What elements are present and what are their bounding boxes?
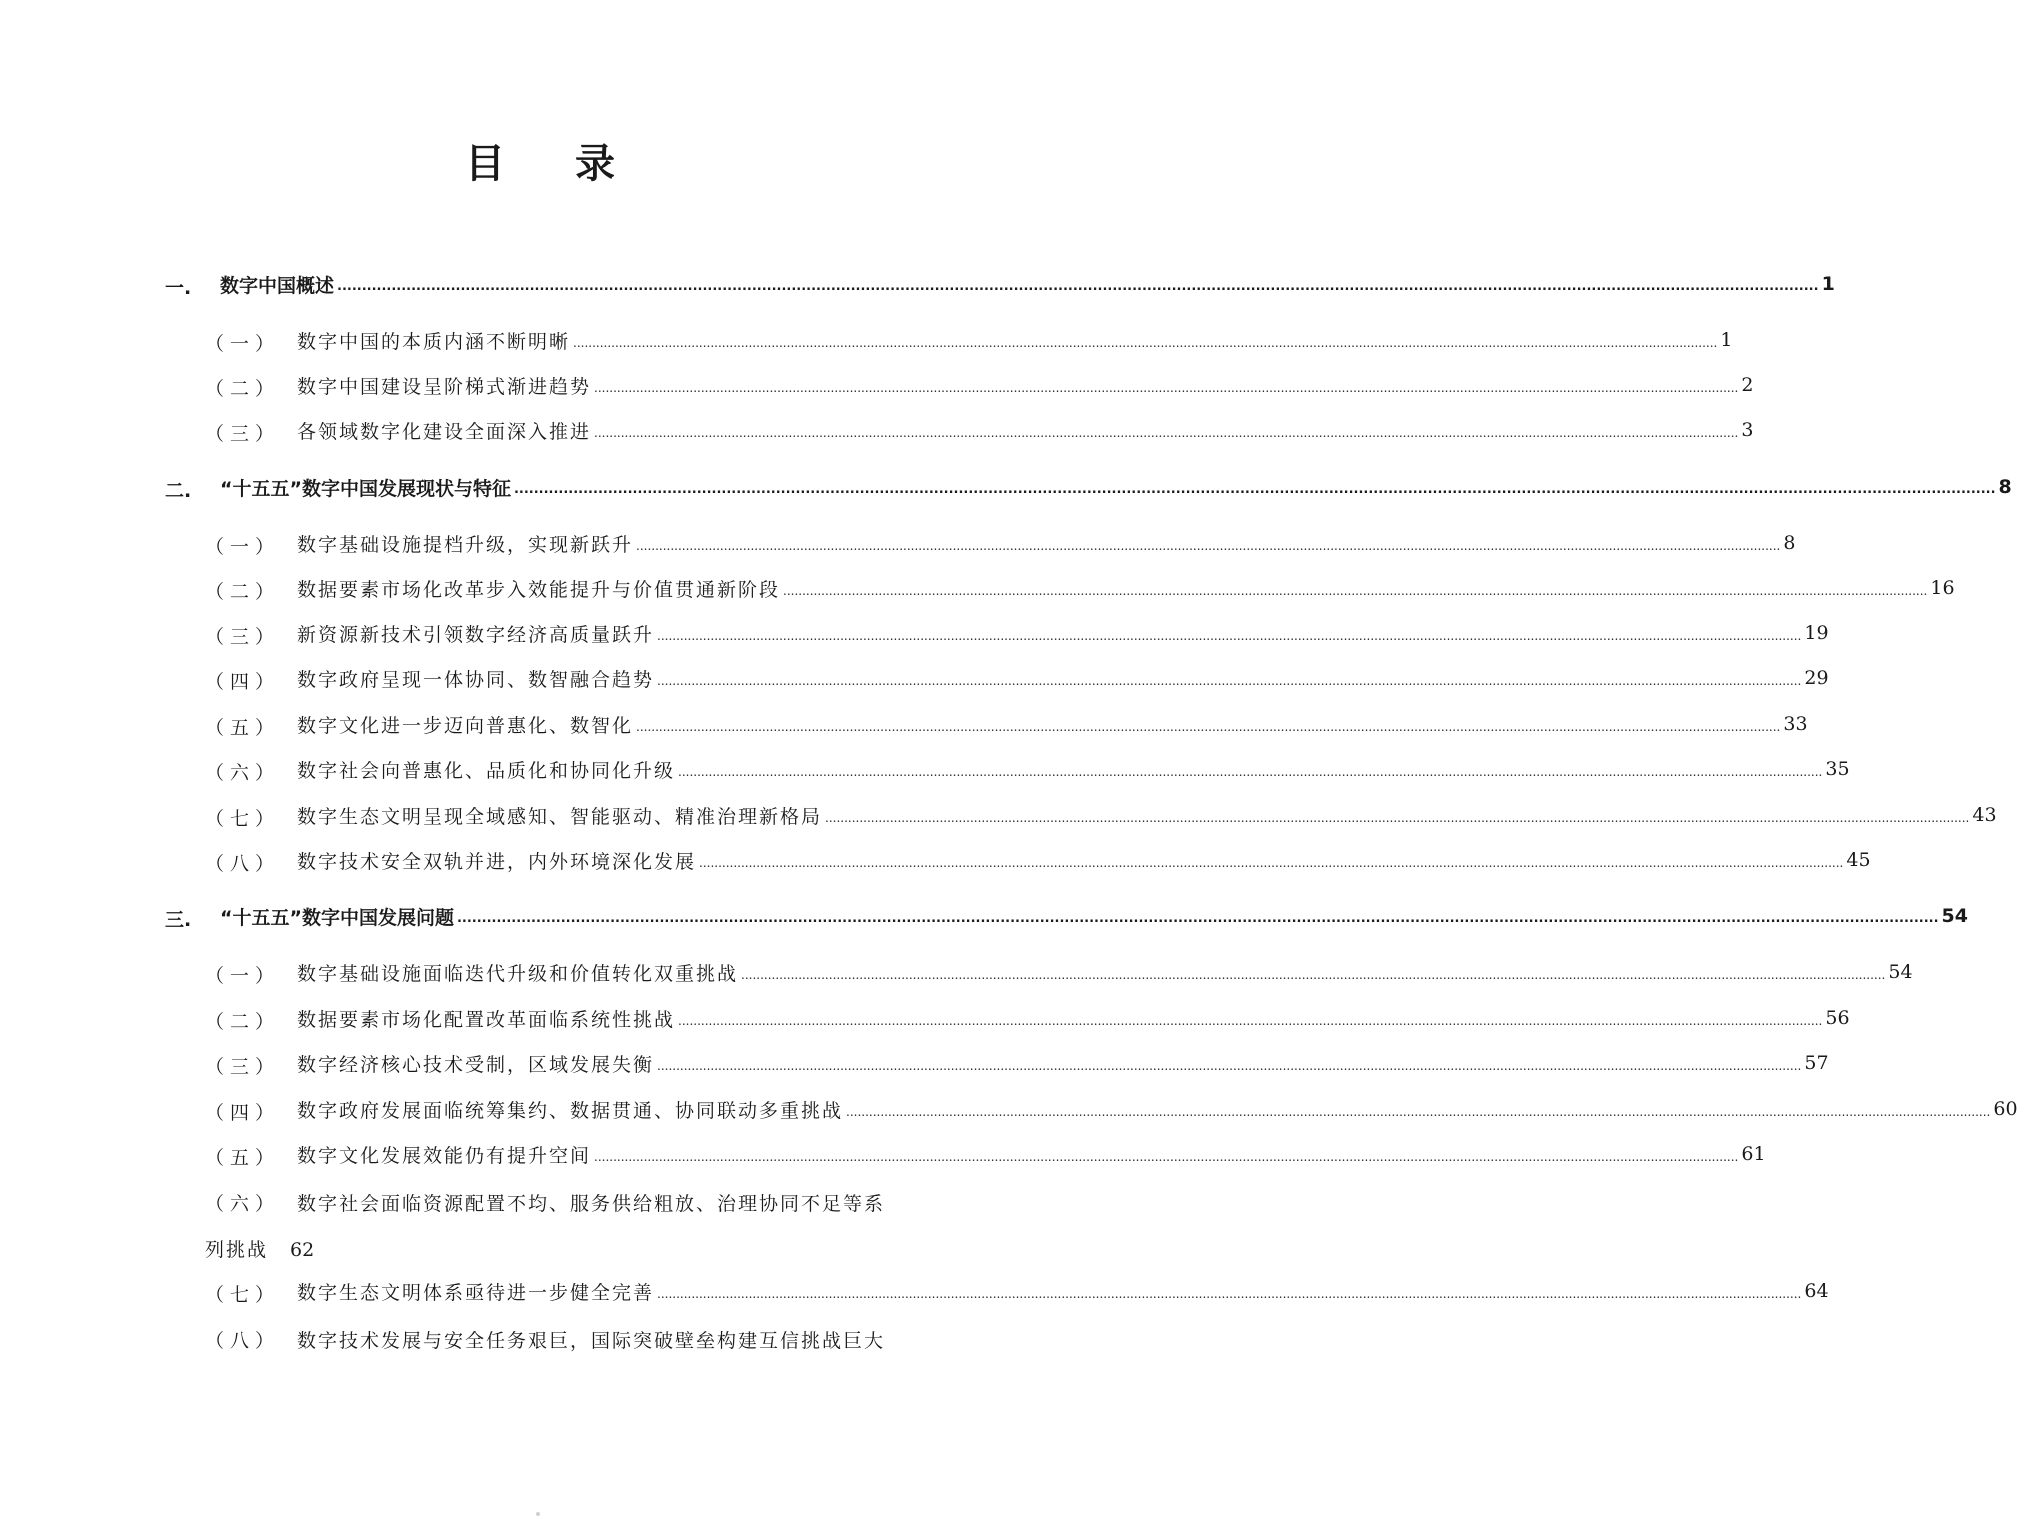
item-label: 数字技术发展与安全任务艰巨，国际突破壁垒构建互信挑战巨大 <box>297 1330 886 1352</box>
dot-leader: ............................................................................................................................................................................................................................................................................................................ <box>573 336 1718 350</box>
page-footer-dot <box>536 1512 540 1516</box>
toc-item[interactable] <box>0 365 1754 405</box>
item-number: （一） <box>205 536 281 558</box>
page-number: 1 <box>1821 273 1835 295</box>
section-number: 二. <box>165 480 192 502</box>
item-number: （五） <box>205 717 281 739</box>
item-number: （五） <box>205 1147 281 1169</box>
dot-leader: ............................................................................................................................................................................................................................................................................................................ <box>636 720 1781 734</box>
item-label: 数字基础设施面临迭代升级和价值转化双重挑战 <box>297 962 739 985</box>
toc-item[interactable] <box>0 568 1955 608</box>
page-number: 43 <box>1972 804 1997 826</box>
page-number: 54 <box>1941 905 1968 927</box>
item-number: （八） <box>205 1330 281 1352</box>
item-label: 新资源新技术引领数字经济高质量跃升 <box>297 623 655 646</box>
item-number: （三） <box>205 1056 281 1078</box>
section-label: “十五五”数字中国发展现状与特征 <box>220 477 511 500</box>
page-number: 57 <box>1804 1052 1829 1074</box>
item-number: （二） <box>205 581 281 603</box>
page-number: 56 <box>1825 1007 1850 1029</box>
section-number: 一. <box>165 277 192 299</box>
page-number: 54 <box>1888 961 1913 983</box>
item-number: （四） <box>205 671 281 693</box>
page-number: 3 <box>1741 419 1754 441</box>
item-label: 各领域数字化建设全面深入推进 <box>297 420 592 443</box>
dot-leader: ............................................................................................................................................................................................................................................................................................................ <box>636 539 1781 553</box>
item-label: 数字生态文明呈现全域感知、智能驱动、精准治理新格局 <box>297 805 823 828</box>
dot-leader: ............................................................................................................................................................................................................................................................................................................ <box>741 968 1886 982</box>
toc-item[interactable] <box>0 1089 2018 1129</box>
toc-section-3[interactable] <box>0 896 1968 936</box>
toc-item[interactable] <box>0 1271 1829 1311</box>
dot-leader: ............................................................................................................................................................................................................................................................................................................ <box>594 381 1739 395</box>
item-number: （三） <box>205 423 281 445</box>
item-label: 数字中国的本质内涵不断明晰 <box>297 330 571 353</box>
item-number: （四） <box>205 1102 281 1124</box>
dot-leader: ............................................................................................................................................................................................................................................................................................................ <box>657 1059 1802 1073</box>
page-number: 64 <box>1804 1280 1829 1302</box>
item-number: （七） <box>205 1284 281 1306</box>
toc-item[interactable] <box>0 410 1754 450</box>
item-label: 数字政府呈现一体协同、数智融合趋势 <box>297 668 655 691</box>
section-label: 数字中国概述 <box>220 274 335 297</box>
dot-leader: ............................................................................................................................................................................................................................................................................................................ <box>456 911 1939 926</box>
item-number: （二） <box>205 378 281 400</box>
toc-item[interactable] <box>0 1134 1766 1174</box>
dot-leader: ............................................................................................................................................................................................................................................................................................................ <box>678 765 1823 779</box>
dot-leader: ............................................................................................................................................................................................................................................................................................................ <box>513 482 1996 497</box>
toc-item[interactable] <box>0 1043 1829 1083</box>
item-label: 数字文化发展效能仍有提升空间 <box>297 1144 592 1167</box>
toc-item[interactable] <box>0 998 1850 1038</box>
page-number: 33 <box>1783 713 1808 735</box>
dot-leader: ............................................................................................................................................................................................................................................................................................................ <box>657 1287 1802 1301</box>
item-label: 数字经济核心技术受制，区域发展失衡 <box>297 1053 655 1076</box>
item-label: 数字社会向普惠化、品质化和协同化升级 <box>297 759 676 782</box>
page-number: 8 <box>1783 532 1796 554</box>
dot-leader: ............................................................................................................................................................................................................................................................................................................ <box>678 1014 1823 1028</box>
section-number: 三. <box>165 909 192 931</box>
dot-leader: ............................................................................................................................................................................................................................................................................................................ <box>657 629 1802 643</box>
dot-leader: ............................................................................................................................................................................................................................................................................................................ <box>699 856 1844 870</box>
toc-item[interactable] <box>0 613 1829 653</box>
item-label: 数字文化进一步迈向普惠化、数智化 <box>297 714 634 737</box>
page-number: 1 <box>1720 329 1733 351</box>
toc-item[interactable] <box>0 749 1850 789</box>
item-number: （六） <box>205 762 281 784</box>
item-label: 数据要素市场化改革步入效能提升与价值贯通新阶段 <box>297 578 781 601</box>
toc-item[interactable] <box>0 840 1871 880</box>
dot-leader: ............................................................................................................................................................................................................................................................................................................ <box>783 584 1928 598</box>
item-number: （一） <box>205 965 281 987</box>
toc-section-1[interactable] <box>0 264 1835 304</box>
page-number: 61 <box>1741 1143 1766 1165</box>
item-label: 数字政府发展面临统筹集约、数据贯通、协同联动多重挑战 <box>297 1099 844 1122</box>
item-label: 数字生态文明体系亟待进一步健全完善 <box>297 1281 655 1304</box>
section-label: “十五五”数字中国发展问题 <box>220 906 454 929</box>
page-number: 62 <box>290 1239 315 1261</box>
dot-leader: ............................................................................................................................................................................................................................................................................................................ <box>825 811 1970 825</box>
item-label: 数据要素市场化配置改革面临系统性挑战 <box>297 1008 676 1031</box>
item-number: （三） <box>205 626 281 648</box>
page-number: 2 <box>1741 374 1754 396</box>
toc-item[interactable] <box>0 704 1808 744</box>
page-number: 19 <box>1804 622 1829 644</box>
item-label-line1: 数字社会面临资源配置不均、服务供给粗放、治理协同不足等系 <box>297 1193 886 1215</box>
item-number: （七） <box>205 808 281 830</box>
page-number: 8 <box>1998 476 2012 498</box>
toc-section-2[interactable] <box>0 467 2012 507</box>
page-number: 16 <box>1930 577 1955 599</box>
toc-item[interactable] <box>0 658 1829 698</box>
toc-item[interactable] <box>0 523 1796 563</box>
dot-leader: ............................................................................................................................................................................................................................................................................................................ <box>594 1150 1739 1164</box>
item-label: 数字基础设施提档升级，实现新跃升 <box>297 533 634 556</box>
item-number: （八） <box>205 853 281 875</box>
item-number: （一） <box>205 333 281 355</box>
toc-item[interactable] <box>0 795 1997 835</box>
item-number: （二） <box>205 1011 281 1033</box>
dot-leader: ............................................................................................................................................................................................................................................................................................................ <box>594 426 1739 440</box>
toc-item[interactable] <box>0 320 1733 360</box>
dot-leader: ............................................................................................................................................................................................................................................................................................................ <box>846 1105 1991 1119</box>
page-number: 29 <box>1804 667 1829 689</box>
page-number: 35 <box>1825 758 1850 780</box>
page-title: 目 录 <box>465 141 643 187</box>
item-label: 数字中国建设呈阶梯式渐进趋势 <box>297 375 592 398</box>
dot-leader: ............................................................................................................................................................................................................................................................................................................ <box>657 674 1802 688</box>
dot-leader: ............................................................................................................................................................................................................................................................................................................ <box>337 279 1819 294</box>
item-label-line2: 列挑战 <box>205 1239 269 1261</box>
item-label: 数字技术安全双轨并进，内外环境深化发展 <box>297 850 697 873</box>
item-number: （六） <box>205 1193 281 1215</box>
page-number: 45 <box>1846 849 1871 871</box>
toc-item[interactable] <box>0 952 1913 992</box>
page-number: 60 <box>1993 1098 2018 1120</box>
